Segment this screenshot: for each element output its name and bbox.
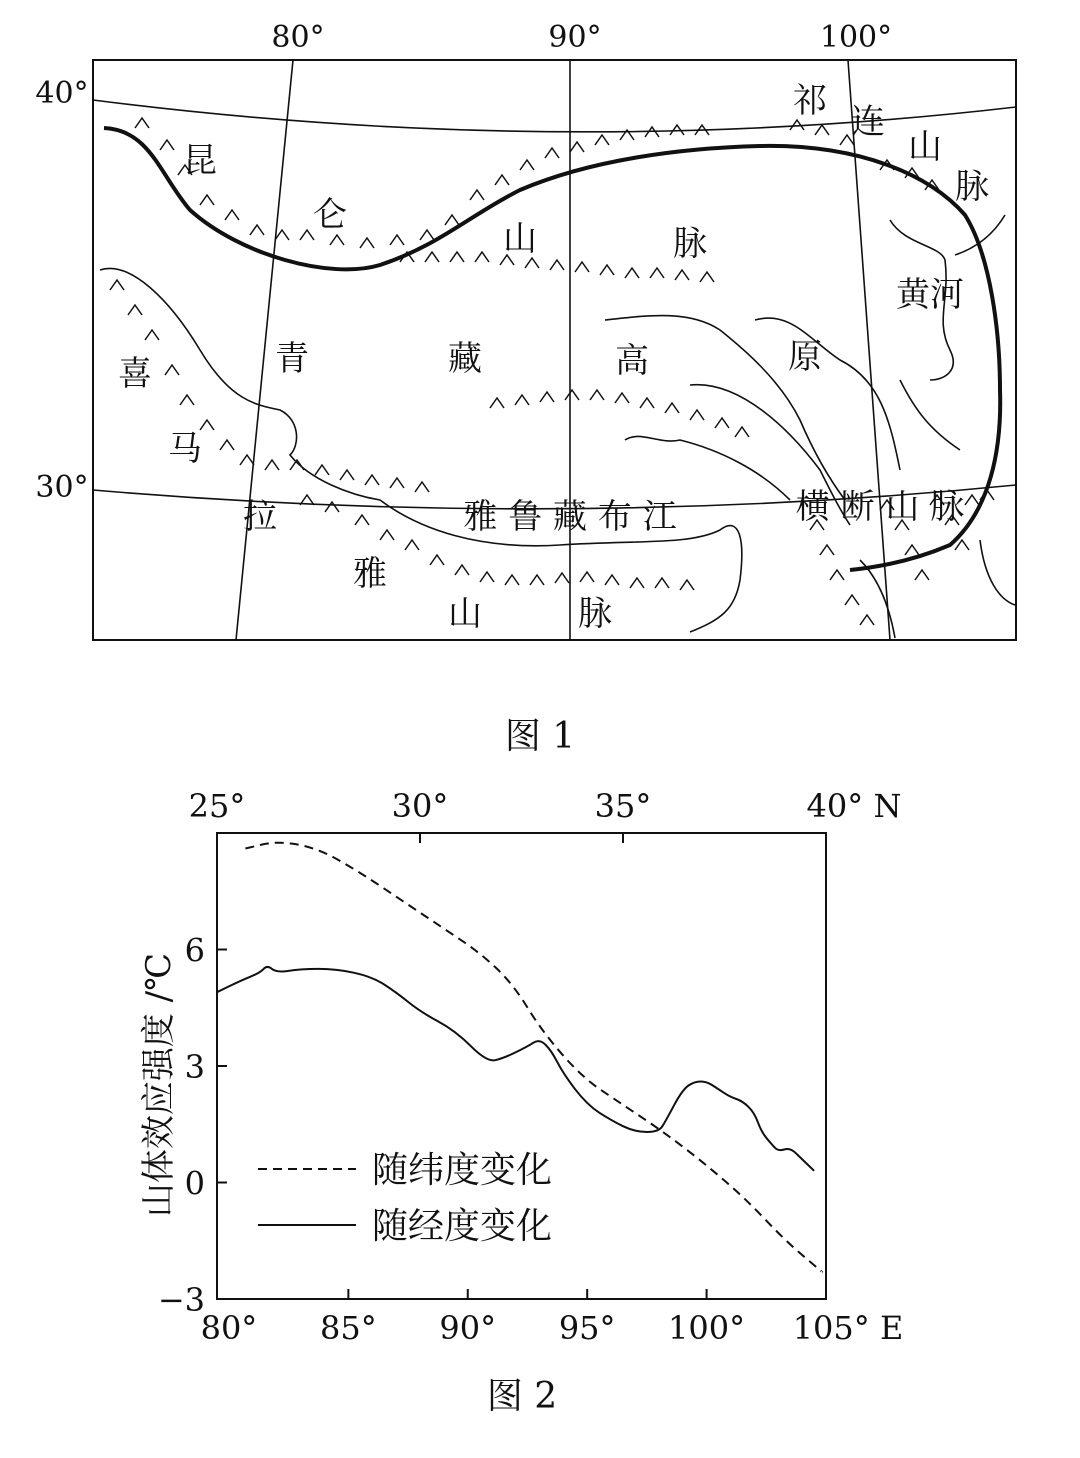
lon-label-100: 100° (819, 20, 893, 55)
label-qilian-3: 山 (908, 127, 942, 167)
label-qilian-1: 祁 (793, 81, 827, 121)
label-plateau-4: 原 (788, 337, 822, 377)
y-tick-label: −3 (157, 1281, 205, 1319)
label-yarlung: 雅 鲁 藏 布 江 (463, 497, 677, 537)
lat-label-30: 30° (35, 470, 89, 505)
label-himalaya-2: 马 (168, 429, 202, 469)
label-qilian-4: 脉 (955, 167, 989, 207)
mountain-ranges (110, 118, 994, 625)
y-tick-label: 3 (184, 1048, 205, 1086)
southern-plateau-ridge (490, 390, 749, 437)
label-kunlun-2: 仑 (313, 195, 347, 235)
river-3 (625, 436, 790, 500)
meridian-100 (848, 60, 890, 640)
top-tick-label: 40° N (806, 787, 902, 825)
y-tick-label: 0 (184, 1164, 205, 1203)
bottom-tick-label: 90° (439, 1309, 497, 1347)
figure1-caption: 图 1 (504, 716, 576, 757)
top-tick-label: 35° (594, 787, 652, 825)
label-plateau-3: 高 (615, 341, 649, 381)
label-kunlun-3: 山 (503, 219, 537, 259)
series-line-longitude (217, 967, 814, 1171)
legend-latitude-label: 随纬度变化 (372, 1150, 553, 1191)
top-tick-label: 25° (188, 787, 246, 825)
label-plateau-2: 藏 (448, 339, 482, 379)
map-figure (35, 20, 1016, 757)
map-labels (118, 81, 989, 634)
label-himalaya-4: 雅 (353, 554, 387, 594)
label-kunlun-4: 脉 (673, 224, 707, 264)
bottom-tick-label: 105° E (792, 1309, 904, 1347)
bottom-tick-label: 100° (668, 1309, 746, 1347)
figure2-caption: 图 2 (486, 1376, 558, 1417)
label-himalaya-6: 脉 (578, 594, 612, 634)
chart-layer (158, 787, 903, 1347)
label-hengduan: 横 断 山 脉 (795, 487, 965, 527)
river-6 (900, 380, 960, 450)
y-tick-label: 6 (184, 931, 205, 970)
bottom-tick-label: 95° (558, 1309, 616, 1347)
lon-label-90: 90° (548, 20, 602, 55)
label-yellow-river: 黄河 (896, 275, 964, 315)
map-frame (93, 60, 1016, 640)
central-ridge (400, 252, 714, 282)
rivers (100, 215, 1015, 638)
bottom-tick-label: 80° (200, 1309, 258, 1347)
lat-label-40: 40° (35, 76, 89, 111)
label-himalaya-3: 拉 (243, 497, 277, 537)
label-himalaya-1: 喜 (118, 354, 152, 394)
river-7 (980, 540, 1015, 605)
lon-label-80: 80° (271, 20, 325, 55)
label-kunlun-1: 昆 (183, 141, 217, 181)
chart-figure (139, 787, 903, 1417)
label-qilian-2: 连 (851, 102, 885, 142)
legend-longitude-label: 随经度变化 (372, 1206, 553, 1247)
label-plateau-1: 青 (275, 339, 309, 379)
bottom-tick-label: 85° (319, 1309, 377, 1347)
label-himalaya-5: 山 (448, 594, 482, 634)
top-tick-label: 30° (391, 787, 449, 825)
chart-ylabel: 山体效应强度 /℃ (139, 952, 179, 1218)
river-4 (755, 318, 900, 470)
